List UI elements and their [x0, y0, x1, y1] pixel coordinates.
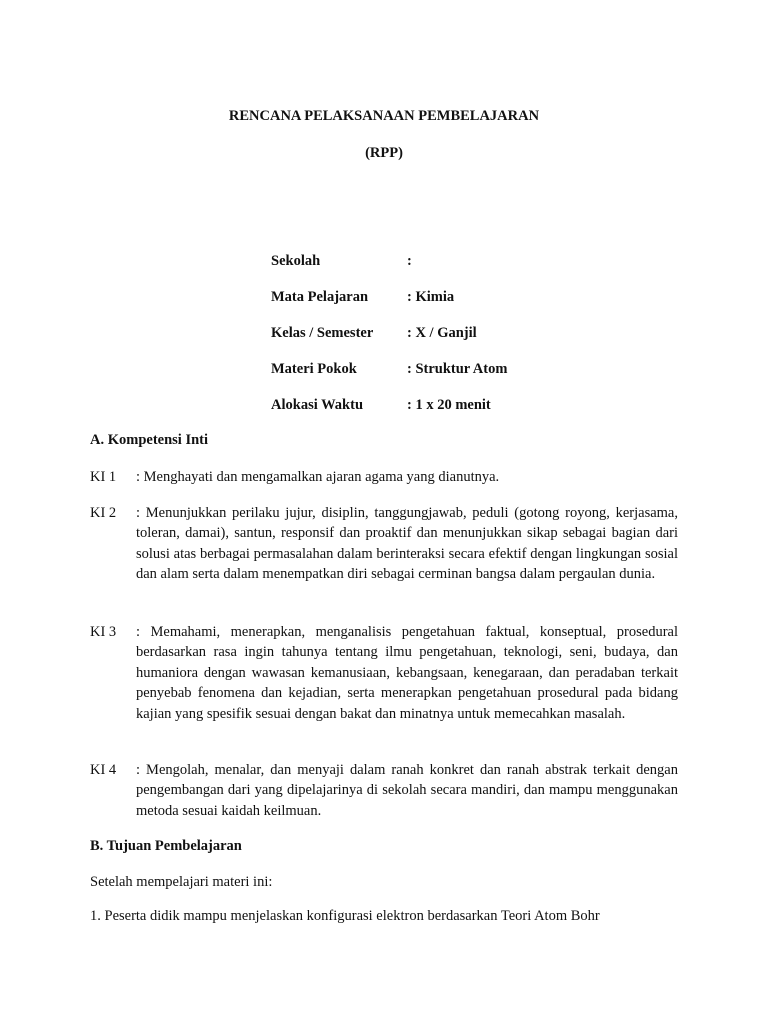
ki-text: : Menghayati dan mengamalkan ajaran agama yang dianutnya. [136, 469, 500, 485]
ki-item-2 [90, 503, 678, 585]
info-row-kelas-semester [271, 325, 507, 361]
ki-text: : Mengolah, menalar, dan menyaji dalam ranah konkret dan ranah abstrak terkait dengan pengembangan dari yang dipelajarinya di sekolah secara mandiri, dan mampu menggunakan metoda sesuai kaidah keilmuan. [136, 762, 678, 819]
ki-number: KI 1 [90, 469, 117, 485]
document-title: RENCANA PELAKSANAAN PEMBELAJARAN [228, 108, 540, 124]
info-label: Mata Pelajaran [271, 289, 369, 305]
ki-item-3 [90, 622, 678, 724]
ki-item-4 [90, 760, 678, 821]
info-label: Sekolah [271, 253, 321, 269]
info-row-mata-pelajaran [271, 289, 507, 325]
document-subtitle: (RPP) [365, 145, 403, 161]
info-value: : [407, 253, 412, 269]
info-label: Materi Pokok [271, 361, 357, 377]
tujuan-intro: Setelah mempelajari materi ini: [90, 874, 273, 890]
info-value: : Struktur Atom [407, 361, 508, 377]
info-label: Kelas / Semester [271, 325, 374, 341]
info-label: Alokasi Waktu [271, 397, 364, 413]
info-table [271, 253, 507, 433]
info-value: : X / Ganjil [407, 325, 477, 341]
info-row-sekolah [271, 253, 507, 289]
ki-number: KI 2 [90, 505, 117, 521]
section-heading-tujuan-pembelajaran: B. Tujuan Pembelajaran [90, 838, 242, 854]
info-value: : Kimia [407, 289, 455, 305]
ki-item-1 [90, 467, 678, 487]
ki-text: : Memahami, menerapkan, menganalisis pengetahuan faktual, konseptual, prosedural berdasarkan rasa ingin tahunya tentang ilmu pengetahuan, teknologi, seni, budaya, dan humaniora dengan wawasan kemanusiaan, kebangsaan, kenegaraan, dan peradaban terkait penyebab fenomena dan kejadian, serta menerapkan pengetahuan prosedural pada bidang kajian yang spesifik sesuai dengan bakat dan minatnya untuk memecahkan masalah. [136, 624, 678, 722]
ki-number: KI 4 [90, 762, 117, 778]
tujuan-item-1: 1. Peserta didik mampu menjelaskan konfigurasi elektron berdasarkan Teori Atom Bohr [90, 908, 600, 924]
info-row-alokasi-waktu [271, 397, 507, 433]
section-heading-kompetensi-inti: A. Kompetensi Inti [90, 432, 209, 448]
ki-text: : Menunjukkan perilaku jujur, disiplin, tanggungjawab, peduli (gotong royong, kerjasama, toleran, damai), santun, responsif dan proaktif dan menunjukkan sikap sebagai bagian dari solusi atas berbagai permasalahan dalam berinteraksi secara efektif dengan lingkungan sosial dan alam serta dalam menempatkan diri sebagai cerminan bangsa dalam pergaulan dunia. [136, 505, 678, 583]
info-value: : 1 x 20 menit [407, 397, 491, 413]
info-row-materi-pokok [271, 361, 507, 397]
ki-number: KI 3 [90, 624, 117, 640]
